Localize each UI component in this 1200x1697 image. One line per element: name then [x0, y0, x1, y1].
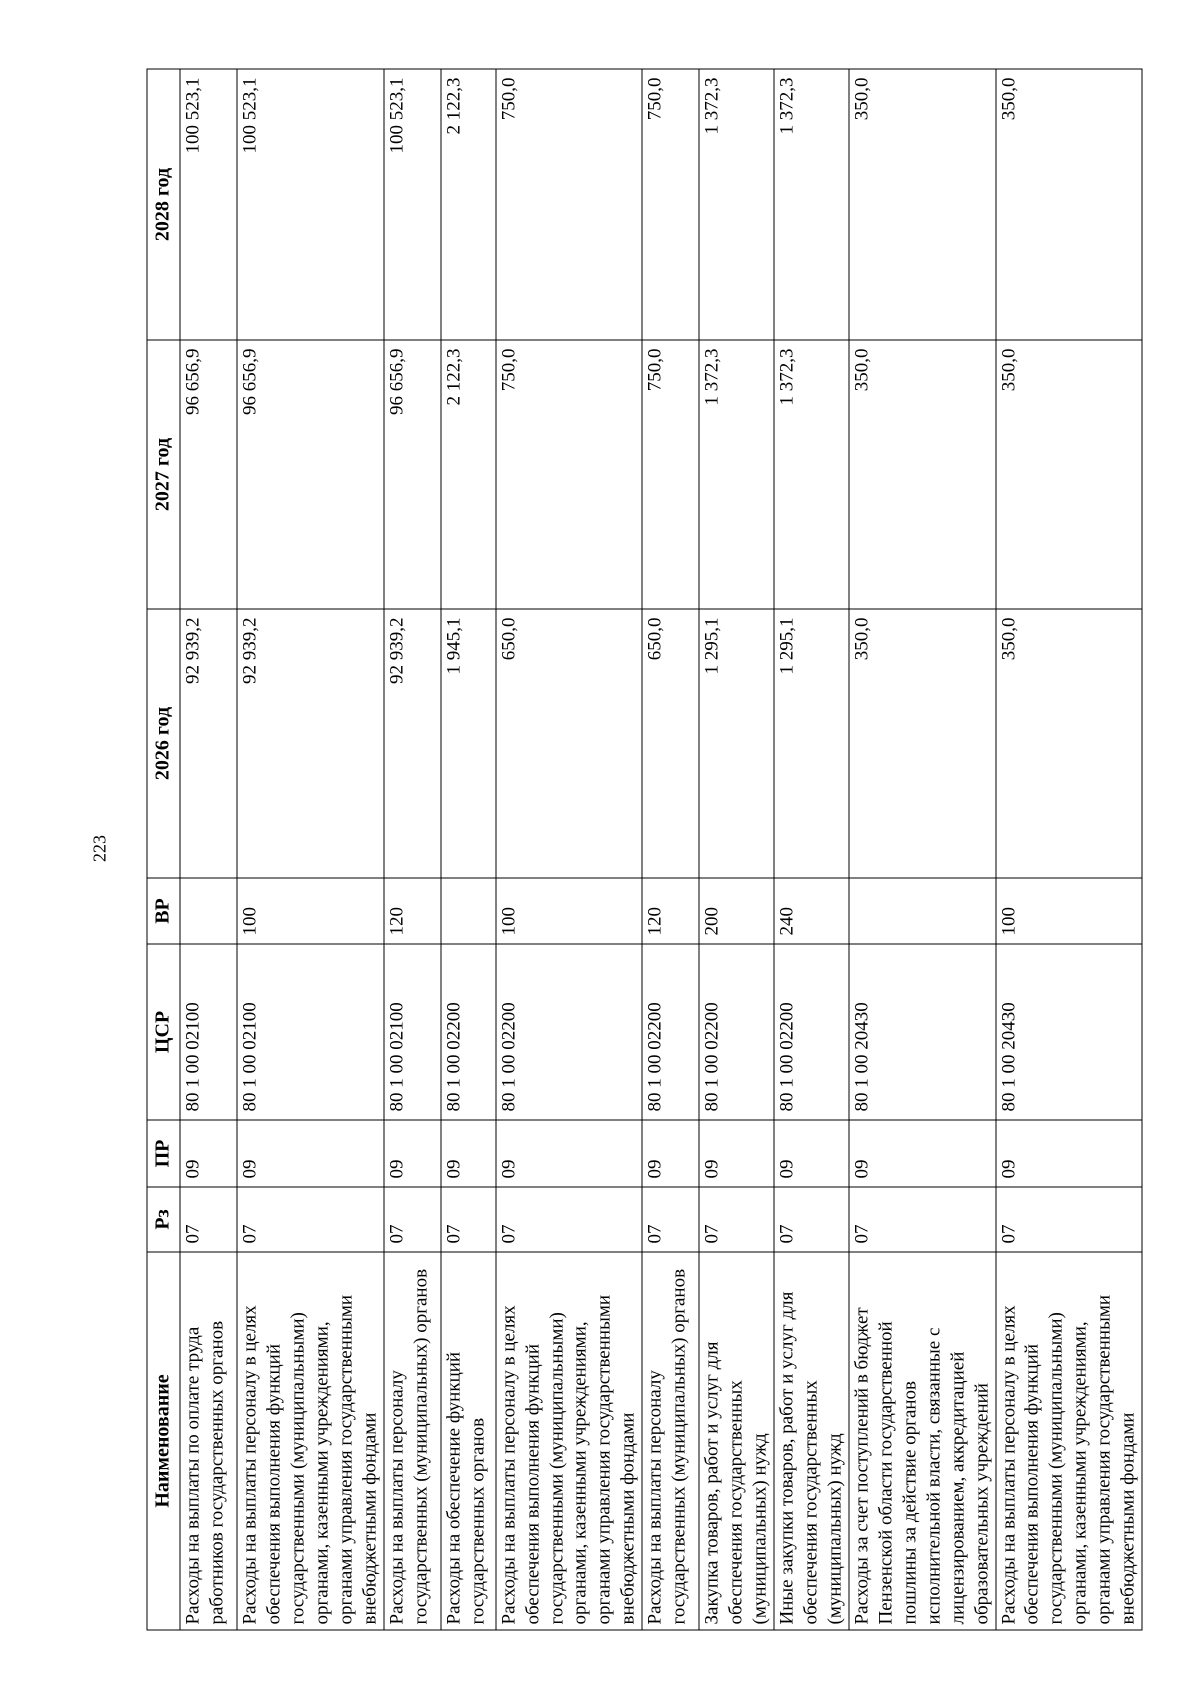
cell-csr: 80 1 00 02200: [699, 944, 774, 1120]
cell-2027: 96 656,9: [237, 340, 384, 609]
cell-vr: 100: [237, 878, 384, 944]
header-name: Наименование: [147, 1252, 180, 1630]
cell-pr: 09: [180, 1120, 237, 1187]
cell-2027: 750,0: [496, 340, 643, 609]
cell-2028: 100 523,1: [180, 69, 237, 340]
cell-2028: 100 523,1: [384, 69, 441, 340]
cell-pr: 09: [496, 1120, 643, 1187]
cell-csr: 80 1 00 02200: [496, 944, 643, 1120]
cell-rz: 07: [441, 1187, 496, 1252]
header-2027: 2027 год: [147, 340, 180, 609]
cell-name: Расходы на выплаты персоналу в целях обеспечения выполнения функций государственными (муниципальными) органами, казенными учреждениями, органами управления государственными внебюджетными фондами: [237, 1252, 384, 1630]
cell-2026: 350,0: [996, 609, 1143, 878]
cell-vr: 120: [384, 878, 441, 944]
cell-pr: 09: [996, 1120, 1143, 1187]
cell-2028: 750,0: [642, 69, 699, 340]
cell-pr: 09: [384, 1120, 441, 1187]
cell-name: Расходы на выплаты персоналу в целях обеспечения выполнения функций государственными (муниципальными) органами, казенными учреждениями, органами управления государственными внебюджетными фондами: [996, 1252, 1143, 1630]
cell-rz: 07: [699, 1187, 774, 1252]
table-row: [849, 69, 996, 1630]
cell-2027: 1 372,3: [699, 340, 774, 609]
table-row: [441, 69, 496, 1630]
cell-name: Расходы за счет поступлений в бюджет Пензенской области государственной пошлины за действие органов исполнительной власти, связанные с лицензированием, аккредитацией образовательных учреждений: [849, 1252, 996, 1630]
cell-2028: 100 523,1: [237, 69, 384, 340]
cell-2028: 750,0: [496, 69, 643, 340]
header-2028: 2028 год: [147, 69, 180, 340]
table-row: [496, 69, 643, 1630]
cell-rz: 07: [496, 1187, 643, 1252]
header-2026: 2026 год: [147, 609, 180, 878]
cell-2027: 96 656,9: [180, 340, 237, 609]
cell-csr: 80 1 00 02100: [237, 944, 384, 1120]
header-csr: ЦСР: [147, 944, 180, 1120]
cell-vr: 120: [642, 878, 699, 944]
cell-2026: 92 939,2: [180, 609, 237, 878]
cell-2026: 92 939,2: [384, 609, 441, 878]
cell-name: Расходы на выплаты персоналу в целях обеспечения выполнения функций государственными (муниципальными) органами, казенными учреждениями, органами управления государственными внебюджетными фондами: [496, 1252, 643, 1630]
table-row: [642, 69, 699, 1630]
cell-2027: 96 656,9: [384, 340, 441, 609]
table-row: [699, 69, 774, 1630]
cell-2026: 650,0: [642, 609, 699, 878]
cell-name: Закупка товаров, работ и услуг для обеспечения государственных (муниципальных) нужд: [699, 1252, 774, 1630]
cell-rz: 07: [237, 1187, 384, 1252]
page-number: 223: [89, 835, 110, 862]
header-vr: ВР: [147, 878, 180, 944]
cell-2028: 350,0: [996, 69, 1143, 340]
cell-name: Расходы на выплаты персоналу государственных (муниципальных) органов: [384, 1252, 441, 1630]
table-row: [774, 69, 849, 1630]
cell-csr: 80 1 00 02200: [774, 944, 849, 1120]
cell-vr: 100: [996, 878, 1143, 944]
table-row: [180, 69, 237, 1630]
cell-vr: [180, 878, 237, 944]
cell-pr: 09: [774, 1120, 849, 1187]
cell-vr: 200: [699, 878, 774, 944]
cell-2026: 1 295,1: [699, 609, 774, 878]
cell-name: Иные закупки товаров, работ и услуг для обеспечения государственных (муниципальных) нужд: [774, 1252, 849, 1630]
cell-2027: 750,0: [642, 340, 699, 609]
rotated-table-container: [147, 70, 1139, 1631]
cell-2026: 1 295,1: [774, 609, 849, 878]
cell-csr: 80 1 00 02200: [642, 944, 699, 1120]
table-row: [384, 69, 441, 1630]
cell-csr: 80 1 00 02100: [180, 944, 237, 1120]
cell-csr: 80 1 00 02200: [441, 944, 496, 1120]
cell-2027: 2 122,3: [441, 340, 496, 609]
cell-rz: 07: [384, 1187, 441, 1252]
cell-2028: 1 372,3: [699, 69, 774, 340]
cell-2026: 1 945,1: [441, 609, 496, 878]
header-pr: ПР: [147, 1120, 180, 1187]
cell-name: Расходы на выплаты по оплате труда работников государственных органов: [180, 1252, 237, 1630]
table-row: [996, 69, 1143, 1630]
cell-rz: 07: [774, 1187, 849, 1252]
header-rz: Рз: [147, 1187, 180, 1252]
budget-table: [147, 69, 1143, 1631]
cell-pr: 09: [642, 1120, 699, 1187]
cell-pr: 09: [441, 1120, 496, 1187]
table-row: [237, 69, 384, 1630]
cell-rz: 07: [849, 1187, 996, 1252]
cell-vr: [441, 878, 496, 944]
cell-2026: 350,0: [849, 609, 996, 878]
cell-csr: 80 1 00 02100: [384, 944, 441, 1120]
cell-2026: 92 939,2: [237, 609, 384, 878]
cell-vr: 100: [496, 878, 643, 944]
cell-2027: 350,0: [849, 340, 996, 609]
cell-pr: 09: [699, 1120, 774, 1187]
cell-csr: 80 1 00 20430: [849, 944, 996, 1120]
cell-rz: 07: [996, 1187, 1143, 1252]
cell-2028: 1 372,3: [774, 69, 849, 340]
cell-2028: 2 122,3: [441, 69, 496, 340]
cell-vr: 240: [774, 878, 849, 944]
table-header-row: [147, 69, 180, 1630]
cell-rz: 07: [180, 1187, 237, 1252]
cell-csr: 80 1 00 20430: [996, 944, 1143, 1120]
cell-2027: 350,0: [996, 340, 1143, 609]
cell-pr: 09: [237, 1120, 384, 1187]
cell-name: Расходы на выплаты персоналу государственных (муниципальных) органов: [642, 1252, 699, 1630]
cell-rz: 07: [642, 1187, 699, 1252]
cell-vr: [849, 878, 996, 944]
cell-2026: 650,0: [496, 609, 643, 878]
cell-2027: 1 372,3: [774, 340, 849, 609]
cell-name: Расходы на обеспечение функций государственных органов: [441, 1252, 496, 1630]
cell-2028: 350,0: [849, 69, 996, 340]
cell-pr: 09: [849, 1120, 996, 1187]
